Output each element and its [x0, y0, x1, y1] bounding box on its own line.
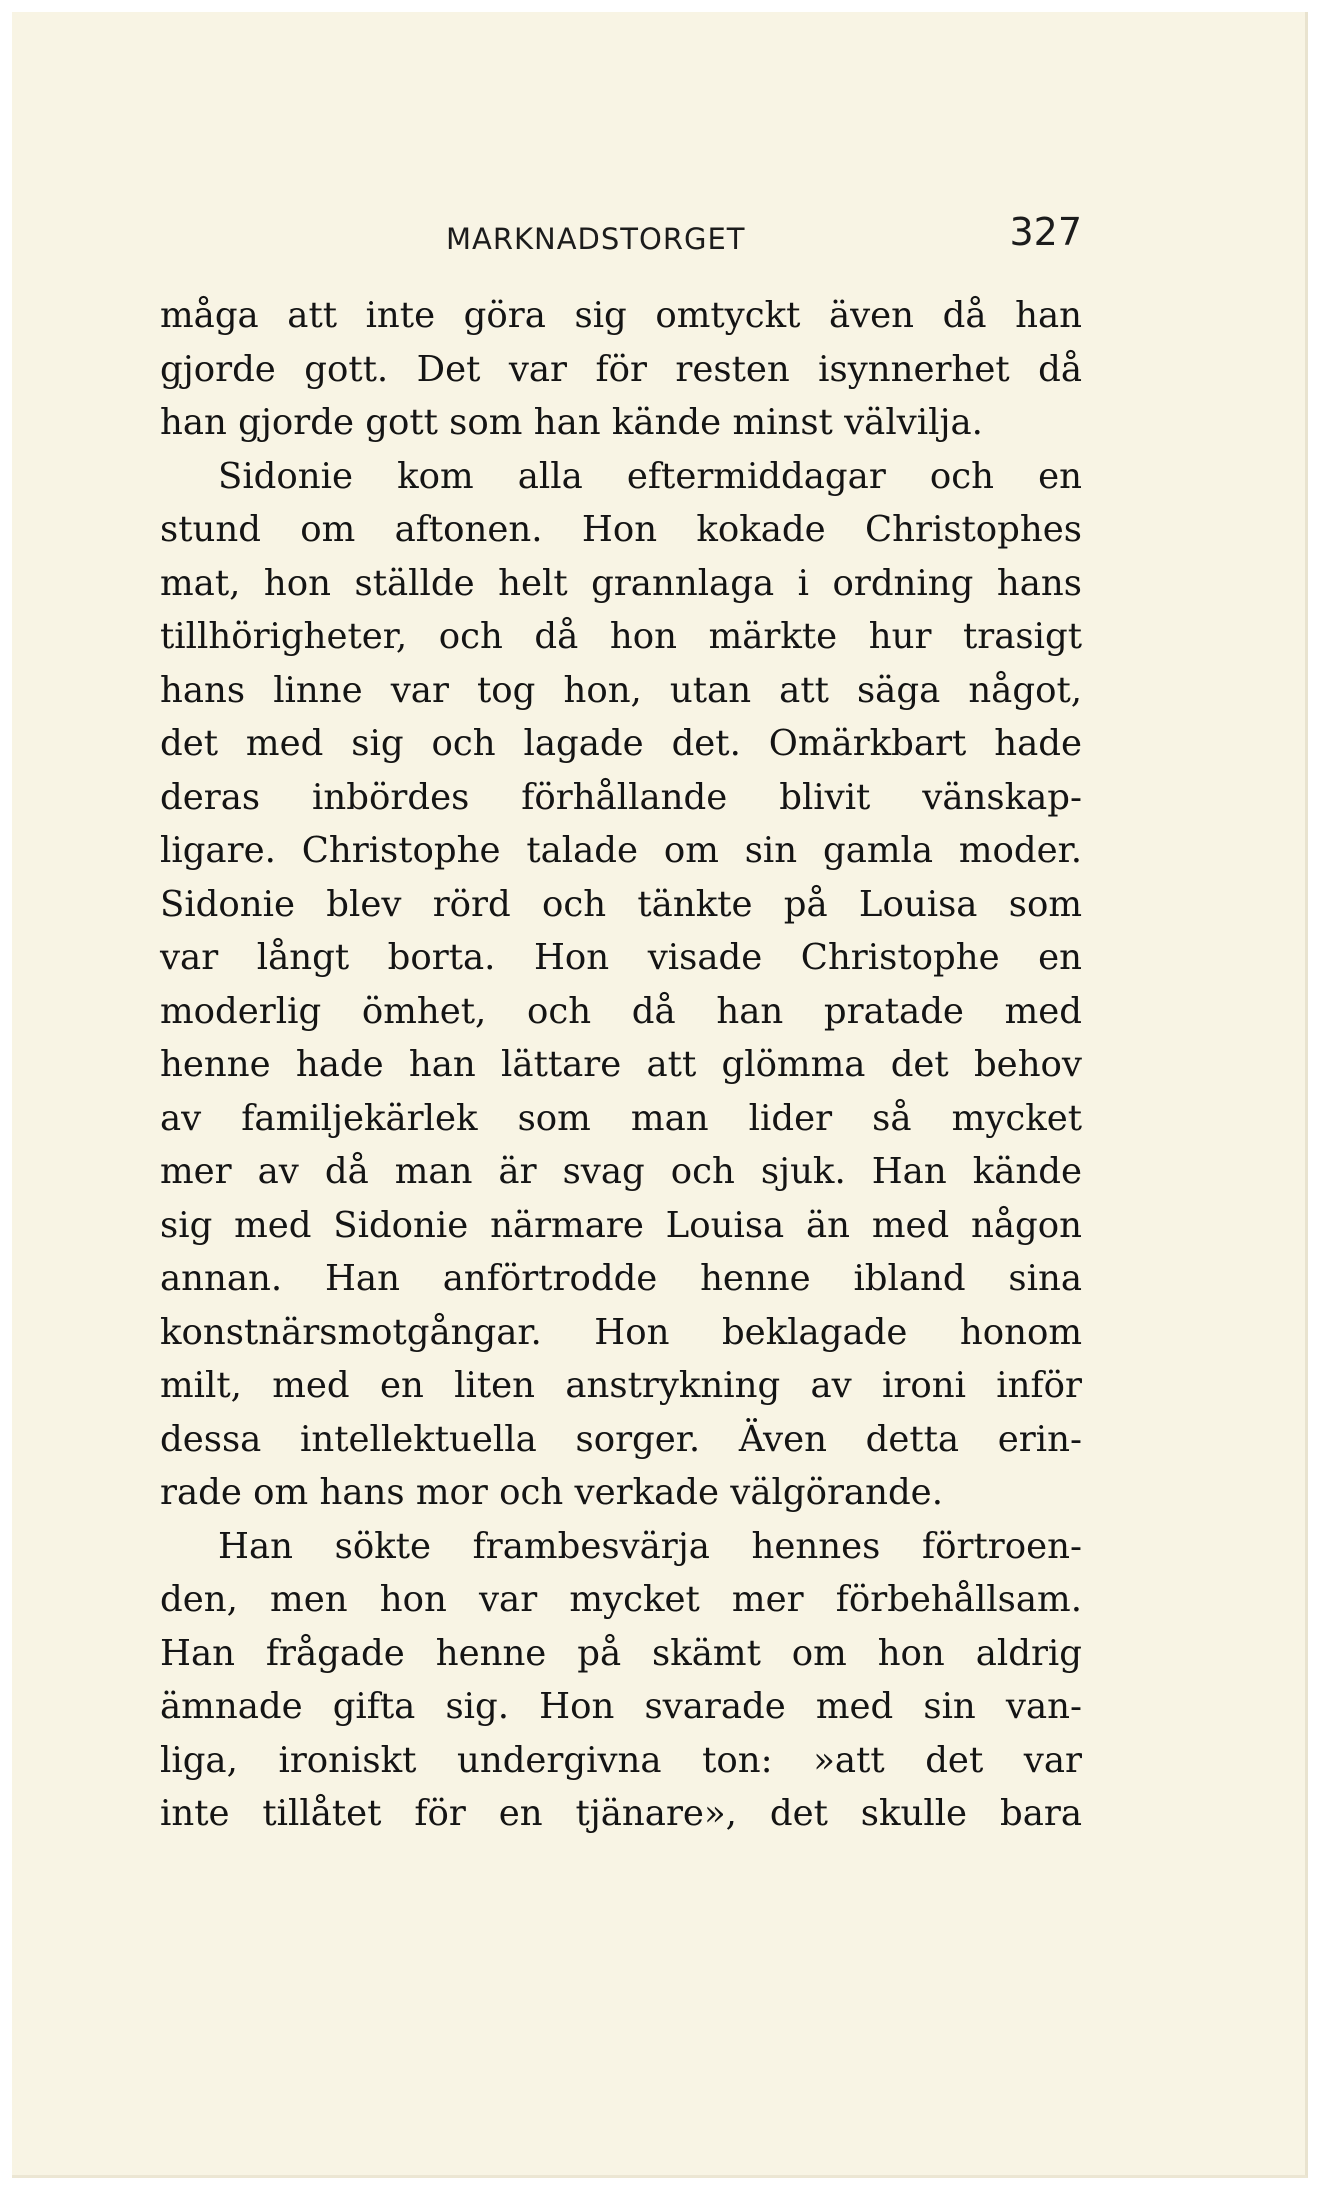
page-number: 327: [1009, 210, 1082, 254]
text-line: gjorde gott. Det var för resten isynnerhet då: [160, 348, 1082, 390]
text-line: tillhörigheter, och då hon märkte hur trasigt: [160, 616, 1082, 657]
text-line: av familjekärlek som man lider så mycket: [160, 1097, 1082, 1139]
text-line: mer av då man är svag och sjuk. Han kände: [160, 1151, 1082, 1192]
text-line: liga, ironiskt undergivna ton: »att det var: [160, 1739, 1082, 1781]
text-line: dessa intellektuella sorger. Även detta erin-: [160, 1418, 1082, 1460]
text-line: hans linne var tog hon, utan att säga något,: [160, 669, 1082, 711]
text-line: Sidonie blev rörd och tänkte på Louisa som: [160, 883, 1082, 925]
text-line: stund om aftonen. Hon kokade Christophes: [160, 509, 1082, 550]
text-line: mat, hon ställde helt grannlaga i ordning hans: [160, 562, 1082, 604]
text-line: Han sökte frambesvärja hennes förtroen-: [218, 1525, 1082, 1567]
text-line: milt, med en liten anstrykning av ironi inför: [160, 1365, 1082, 1406]
running-title: MARKNADSTORGET: [446, 222, 746, 256]
body-text: [160, 289, 1082, 1841]
page-header: [160, 210, 1082, 260]
text-line: konstnärsmotgångar. Hon beklagade honom: [160, 1311, 1082, 1353]
text-line: henne hade han lättare att glömma det behov: [160, 1044, 1082, 1085]
text-line: han gjorde gott som han kände minst välvilja.: [160, 402, 983, 443]
text-line: deras inbördes förhållande blivit vänskap-: [160, 776, 1082, 818]
text-line: annan. Han anförtrodde henne ibland sina: [160, 1258, 1082, 1299]
text-line: måga att inte göra sig omtyckt även då han: [160, 295, 1082, 336]
text-line: sig med Sidonie närmare Louisa än med någon: [160, 1204, 1082, 1246]
text-line: Sidonie kom alla eftermiddagar och en: [218, 455, 1082, 497]
text-line: inte tillåtet för en tjänare», det skulle bara: [160, 1793, 1082, 1834]
book-page: [12, 12, 1308, 2178]
text-line: rade om hans mor och verkade välgörande.: [160, 1472, 943, 1513]
text-line: var långt borta. Hon visade Christophe en: [160, 937, 1082, 978]
text-line: ämnade gifta sig. Hon svarade med sin van-: [160, 1686, 1082, 1727]
text-line: den, men hon var mycket mer förbehållsam.: [160, 1579, 1082, 1620]
text-line: Han frågade henne på skämt om hon aldrig: [160, 1632, 1082, 1674]
text-line: det med sig och lagade det. Omärkbart hade: [160, 723, 1082, 764]
text-line: moderlig ömhet, och då han pratade med: [160, 990, 1082, 1032]
text-line: ligare. Christophe talade om sin gamla moder.: [160, 830, 1082, 871]
